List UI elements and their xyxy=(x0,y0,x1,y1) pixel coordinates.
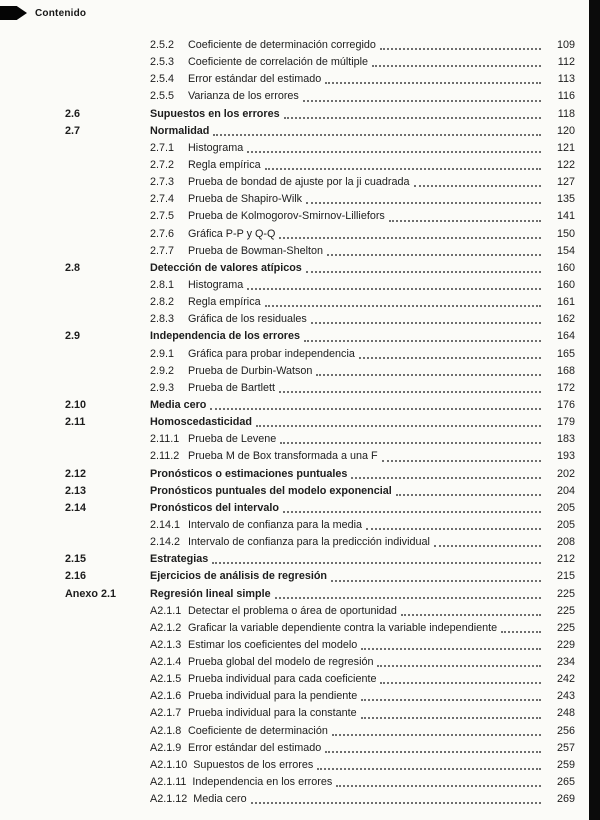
toc-entry xyxy=(0,637,575,654)
entry-number: A2.1.3 xyxy=(150,638,182,651)
toc-entry xyxy=(0,88,575,105)
entry-page: 109 xyxy=(556,39,575,51)
toc-entry xyxy=(0,380,575,397)
entry-title: Varianza de los errores xyxy=(188,90,299,103)
entry-title: Pronósticos del intervalo xyxy=(150,501,279,514)
dot-leader xyxy=(361,699,541,701)
toc-entry xyxy=(0,363,575,380)
dot-leader xyxy=(434,545,541,547)
toc-entry xyxy=(0,671,575,688)
entry-title: Media cero xyxy=(150,398,207,411)
toc-entry xyxy=(0,603,575,620)
entry-title: Intervalo de confianza para la media xyxy=(188,518,363,531)
toc-entry xyxy=(0,568,575,585)
toc-entry xyxy=(0,466,575,483)
entry-number: A2.1.12 xyxy=(150,793,188,806)
entry-number: 2.14 xyxy=(65,501,87,514)
entry-number: 2.5.2 xyxy=(150,39,175,51)
dot-leader xyxy=(251,802,541,804)
entry-page: 164 xyxy=(556,330,575,343)
dot-leader xyxy=(256,425,541,427)
toc-entry xyxy=(0,328,575,345)
entry-title: Histograma xyxy=(188,141,244,154)
entry-page: 154 xyxy=(556,244,575,257)
entry-number: 2.8.2 xyxy=(150,296,175,309)
entry-page: 269 xyxy=(556,793,575,806)
entry-title: Supuestos en los errores xyxy=(150,107,280,120)
toc-entry xyxy=(0,226,575,243)
dot-leader xyxy=(325,751,541,753)
dot-leader xyxy=(327,254,541,256)
toc-entry xyxy=(0,551,575,568)
dot-leader xyxy=(317,768,541,770)
toc-entry xyxy=(0,740,575,757)
entry-title: Gráfica para probar independencia xyxy=(188,347,355,360)
dot-leader xyxy=(396,494,541,496)
dot-leader xyxy=(331,580,541,582)
entry-title: Error estándar del estimado xyxy=(188,73,322,86)
entry-number: 2.11 xyxy=(65,416,86,429)
toc-entry xyxy=(0,620,575,637)
entry-page: 229 xyxy=(556,638,575,651)
entry-title: Prueba individual para la pendiente xyxy=(188,690,358,703)
dot-leader xyxy=(265,305,541,307)
entry-title: Error estándar del estimado xyxy=(188,741,322,754)
toc-entry xyxy=(0,414,575,431)
dot-leader xyxy=(359,357,541,359)
toc-entry xyxy=(0,294,575,311)
entry-number: 2.9 xyxy=(65,330,81,343)
dot-leader xyxy=(316,374,541,376)
entry-title: Intervalo de confianza para la predicción individual xyxy=(188,536,430,549)
entry-number: A2.1.6 xyxy=(150,690,182,703)
entry-title: Detectar el problema o área de oportunidad xyxy=(188,604,397,617)
entry-page: 215 xyxy=(556,570,575,583)
dot-leader xyxy=(306,271,541,273)
entry-number: 2.9.1 xyxy=(150,347,175,360)
dot-leader xyxy=(366,528,541,530)
page-header xyxy=(0,6,86,20)
entry-title: Prueba de Durbin-Watson xyxy=(188,364,313,377)
toc-entry xyxy=(0,191,575,208)
entry-page: 204 xyxy=(556,484,575,497)
entry-page: 135 xyxy=(556,193,575,206)
entry-number: 2.5.3 xyxy=(150,56,175,69)
dot-leader xyxy=(377,665,541,667)
entry-number: A2.1.9 xyxy=(150,741,182,754)
entry-title: Coeficiente de determinación corregido xyxy=(188,39,376,51)
dot-leader xyxy=(210,408,541,410)
dot-leader xyxy=(213,134,541,136)
entry-number: 2.7.4 xyxy=(150,193,175,206)
toc-entry xyxy=(0,517,575,534)
toc-entry xyxy=(0,71,575,88)
entry-title: Prueba M de Box transformada a una F xyxy=(188,450,378,463)
toc-entry xyxy=(0,123,575,140)
entry-page: 160 xyxy=(556,261,575,274)
dot-leader xyxy=(380,48,541,50)
entry-page: 162 xyxy=(556,313,575,326)
dot-leader xyxy=(401,614,541,616)
entry-page: 225 xyxy=(556,604,575,617)
entry-page: 121 xyxy=(556,141,575,154)
entry-number: A2.1.11 xyxy=(150,776,187,789)
entry-page: 225 xyxy=(556,587,575,600)
entry-page: 248 xyxy=(556,707,575,720)
entry-title: Ejercicios de análisis de regresión xyxy=(150,570,328,583)
toc-entry xyxy=(0,243,575,260)
dot-leader xyxy=(389,220,541,222)
toc-entry xyxy=(0,654,575,671)
dot-leader xyxy=(336,785,541,787)
entry-title: Coeficiente de correlación de múltiple xyxy=(188,56,369,69)
entry-title: Prueba individual para cada coeficiente xyxy=(188,673,377,686)
entry-number: 2.12 xyxy=(65,467,87,480)
dot-leader xyxy=(279,391,541,393)
entry-title: Histograma xyxy=(188,278,244,291)
toc-entry xyxy=(0,277,575,294)
toc-entry xyxy=(0,500,575,517)
entry-number: 2.7.1 xyxy=(150,141,175,154)
entry-title: Media cero xyxy=(193,793,247,806)
entry-page: 242 xyxy=(556,673,575,686)
toc-entry xyxy=(0,157,575,174)
entry-page: 179 xyxy=(556,416,575,429)
entry-number: 2.8 xyxy=(65,261,81,274)
dot-leader xyxy=(372,65,541,67)
dot-leader xyxy=(380,682,541,684)
entry-page: 205 xyxy=(556,501,575,514)
toc-entry xyxy=(0,208,575,225)
entry-page: 150 xyxy=(556,227,575,240)
entry-page: 234 xyxy=(556,656,575,669)
dot-leader xyxy=(414,185,542,187)
entry-page: 259 xyxy=(556,758,575,771)
entry-page: 141 xyxy=(556,210,575,223)
dot-leader xyxy=(311,322,541,324)
entry-title: Prueba de Levene xyxy=(188,433,277,446)
toc-entry xyxy=(0,705,575,722)
toc-entry xyxy=(0,534,575,551)
dot-leader xyxy=(247,151,541,153)
dot-leader xyxy=(212,562,541,564)
dot-leader xyxy=(283,511,541,513)
entry-title: Regresión lineal simple xyxy=(150,587,271,600)
entry-number: A2.1.8 xyxy=(150,724,182,737)
toc-entry xyxy=(0,54,575,71)
entry-title: Gráfica P-P y Q-Q xyxy=(188,227,276,240)
entry-title: Prueba de Bartlett xyxy=(188,381,276,394)
entry-title: Estrategias xyxy=(150,553,209,566)
entry-number: 2.14.2 xyxy=(150,536,181,549)
dot-leader xyxy=(279,237,541,239)
entry-title: Prueba de Kolmogorov-Smirnov-Lilliefors xyxy=(188,210,385,223)
entry-page: 193 xyxy=(556,450,575,463)
toc-entry xyxy=(0,483,575,500)
arrow-tab-icon xyxy=(0,6,27,20)
entry-title: Pronósticos puntuales del modelo exponencial xyxy=(150,484,392,497)
entry-page: 120 xyxy=(556,124,575,137)
dot-leader xyxy=(325,82,541,84)
page-edge-bar xyxy=(589,0,600,820)
toc-entry xyxy=(0,346,575,363)
entry-number: A2.1.5 xyxy=(150,673,182,686)
dot-leader xyxy=(304,340,541,342)
entry-page: 172 xyxy=(556,381,575,394)
entry-title: Estimar los coeficientes del modelo xyxy=(188,638,358,651)
toc-entry xyxy=(0,774,575,791)
entry-title: Independencia en los errores xyxy=(192,776,333,789)
dot-leader xyxy=(361,717,541,719)
dot-leader xyxy=(284,117,541,119)
entry-page: 205 xyxy=(556,518,575,531)
entry-number: 2.7.6 xyxy=(150,227,175,240)
toc-entry xyxy=(0,757,575,774)
entry-page: 116 xyxy=(557,90,575,103)
toc-entry xyxy=(0,723,575,740)
entry-title: Prueba global del modelo de regresión xyxy=(188,656,374,669)
dot-leader xyxy=(501,631,541,633)
toc-entry xyxy=(0,140,575,157)
entry-page: 225 xyxy=(556,621,575,634)
entry-page: 208 xyxy=(556,536,575,549)
toc-entry xyxy=(0,311,575,328)
entry-number: 2.14.1 xyxy=(150,518,181,531)
entry-page: 165 xyxy=(556,347,575,360)
dot-leader xyxy=(275,597,541,599)
entry-title: Pronósticos o estimaciones puntuales xyxy=(150,467,348,480)
entry-number: 2.7.5 xyxy=(150,210,175,223)
entry-page: 118 xyxy=(557,107,575,120)
dot-leader xyxy=(351,477,541,479)
entry-number: 2.8.3 xyxy=(150,313,175,326)
entry-title: Homoscedasticidad xyxy=(150,416,253,429)
toc-entry xyxy=(0,174,575,191)
dot-leader xyxy=(306,202,541,204)
toc-entry xyxy=(0,431,575,448)
entry-page: 265 xyxy=(556,776,575,789)
entry-number: 2.15 xyxy=(65,553,87,566)
toc-entry xyxy=(0,688,575,705)
toc-entry xyxy=(0,586,575,603)
entry-title: Detección de valores atípicos xyxy=(150,261,302,274)
entry-page: 122 xyxy=(556,158,575,171)
entry-page: 212 xyxy=(556,553,575,566)
entry-number: A2.1.10 xyxy=(150,758,188,771)
entry-title: Gráfica de los residuales xyxy=(188,313,307,326)
entry-title: Regla empírica xyxy=(188,158,261,171)
entry-page: 257 xyxy=(556,741,575,754)
entry-page: 176 xyxy=(556,398,575,411)
entry-number: A2.1.2 xyxy=(150,621,182,634)
entry-number: A2.1.7 xyxy=(150,707,182,720)
toc-entry xyxy=(0,106,575,123)
entry-page: 183 xyxy=(556,433,575,446)
entry-number: 2.5.5 xyxy=(150,90,175,103)
entry-title: Independencia de los errores xyxy=(150,330,301,343)
dot-leader xyxy=(332,734,541,736)
entry-number: 2.11.1 xyxy=(150,433,180,446)
entry-number: 2.11.2 xyxy=(150,450,180,463)
header-title: Contenido xyxy=(35,7,87,19)
dot-leader xyxy=(247,288,541,290)
entry-title: Graficar la variable dependiente contra la variable independiente xyxy=(188,621,498,634)
entry-page: 127 xyxy=(556,176,575,189)
entry-page: 168 xyxy=(556,364,575,377)
entry-number: A2.1.4 xyxy=(150,656,182,669)
entry-page: 243 xyxy=(556,690,575,703)
entry-number: 2.16 xyxy=(65,570,87,583)
toc-entry xyxy=(0,37,575,54)
dot-leader xyxy=(265,168,541,170)
entry-title: Prueba de Shapiro-Wilk xyxy=(188,193,303,206)
entry-number: 2.7.7 xyxy=(150,244,175,257)
entry-number: 2.9.2 xyxy=(150,364,175,377)
entry-number: 2.13 xyxy=(65,484,87,497)
dot-leader xyxy=(382,460,541,462)
entry-title: Supuestos de los errores xyxy=(193,758,314,771)
toc-entry xyxy=(0,397,575,414)
entry-title: Prueba de bondad de ajuste por la ji cuadrada xyxy=(188,176,410,189)
entry-page: 161 xyxy=(556,296,575,309)
entry-number: 2.7 xyxy=(65,124,81,137)
entry-title: Prueba individual para la constante xyxy=(188,707,357,720)
toc-entry xyxy=(0,448,575,465)
entry-number: 2.7.3 xyxy=(150,176,175,189)
dot-leader xyxy=(303,100,541,102)
entry-number: 2.6 xyxy=(65,107,81,120)
entry-title: Prueba de Bowman-Shelton xyxy=(188,244,324,257)
entry-page: 160 xyxy=(556,278,575,291)
entry-page: 256 xyxy=(556,724,575,737)
toc xyxy=(0,37,575,808)
entry-number: 2.5.4 xyxy=(150,73,175,86)
entry-number: 2.10 xyxy=(65,398,87,411)
toc-entry xyxy=(0,260,575,277)
entry-title: Regla empírica xyxy=(188,296,261,309)
dot-leader xyxy=(361,648,541,650)
dot-leader xyxy=(280,442,541,444)
entry-number: A2.1.1 xyxy=(150,604,182,617)
entry-number: 2.8.1 xyxy=(150,278,175,291)
entry-page: 113 xyxy=(557,73,575,86)
toc-entry xyxy=(0,791,575,808)
entry-page: 112 xyxy=(557,56,575,69)
entry-page: 202 xyxy=(556,467,575,480)
entry-title: Coeficiente de determinación xyxy=(188,724,328,737)
entry-number: 2.7.2 xyxy=(150,158,175,171)
entry-number: Anexo 2.1 xyxy=(65,587,117,600)
entry-title: Normalidad xyxy=(150,124,210,137)
entry-number: 2.9.3 xyxy=(150,381,175,394)
